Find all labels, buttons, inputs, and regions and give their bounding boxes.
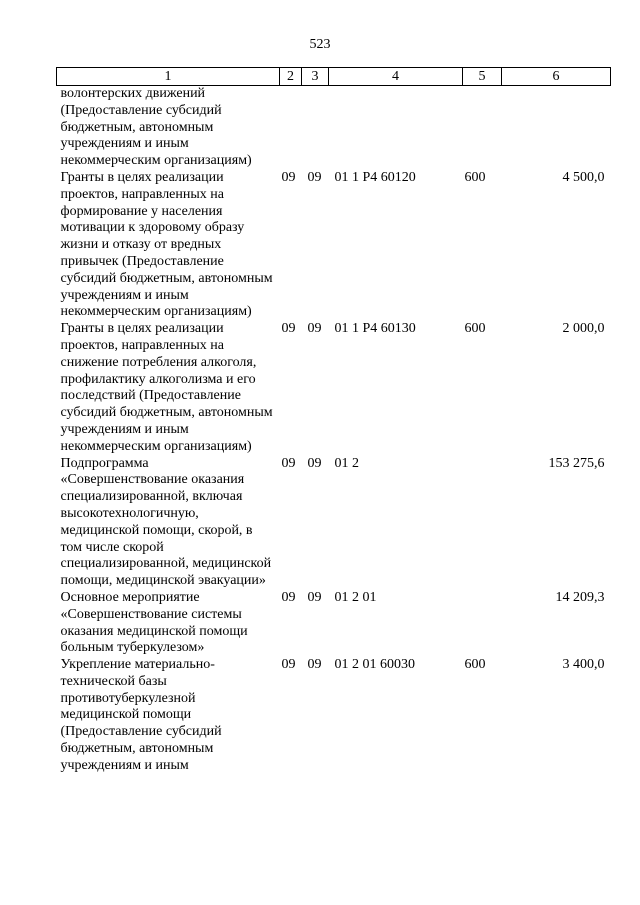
row-target-code: [329, 86, 463, 170]
header-col-3: 3: [302, 68, 329, 86]
row-subsection: 09: [307, 589, 322, 605]
row-subsection: 09: [307, 455, 322, 471]
row-name: Укрепление материально-технической базы противотуберкулезной медицинской помощи (Предоставление субсидий бюджетным, автономным учреждениям и иным: [60, 657, 222, 773]
row-amount: 153 275,6: [548, 455, 605, 471]
row-amount: 14 209,3: [555, 589, 605, 605]
row-amount: 4 500,0: [562, 169, 605, 185]
row-target-code: 01 2 01 60030: [334, 657, 415, 673]
row-name: Гранты в целях реализации проектов, направленных на формирование у населения мотивации к здоровому образу жизни и отказу от вредных привычек (Предоставление субсидий бюджетным, автономным учреждениям и иным некоммерческим организациям): [60, 169, 273, 320]
row-expense-type: 600: [464, 321, 486, 337]
row-amount: 3 400,0: [562, 657, 605, 673]
row-expense-type: [463, 590, 502, 657]
budget-table: [56, 67, 611, 775]
row-amount: [502, 86, 611, 170]
row-name: Подпрограмма «Совершенствование оказания специализированной, включая высокотехнологичную, медицинской помощи, скорой, в том числе скорой специализированной, медицинской помощи, медицинской эвакуации»: [60, 455, 272, 589]
row-subsection: 09: [307, 321, 322, 337]
row-section: [280, 86, 302, 170]
table-row: [57, 86, 611, 170]
row-name: Гранты в целях реализации проектов, направленных на снижение потребления алкоголя, профилактику алкоголизма и его последствий (Предоставление субсидий бюджетным, автономным учреждениям и иным некоммерческим организациям): [60, 321, 273, 454]
row-target-code: 01 1 Р4 60130: [334, 321, 416, 337]
table-row: [57, 590, 611, 657]
table-header-row: [57, 68, 611, 86]
table-row: [57, 321, 611, 455]
table-row: [57, 456, 611, 590]
header-col-5: 5: [463, 68, 502, 86]
row-subsection: [302, 86, 329, 170]
row-expense-type: [463, 456, 502, 590]
row-expense-type: 600: [464, 169, 486, 185]
row-section: 09: [281, 657, 296, 673]
header-col-1: 1: [57, 68, 280, 86]
row-amount: 2 000,0: [562, 321, 605, 337]
row-target-code: 01 2 01: [334, 589, 377, 605]
row-expense-type: [463, 86, 502, 170]
row-target-code: 01 1 Р4 60120: [334, 169, 416, 185]
row-name: волонтерских движений (Предоставление субсидий бюджетным, автономным учреждениям и иным некоммерческим организациям): [60, 86, 252, 169]
row-subsection: 09: [307, 169, 322, 185]
header-col-4: 4: [329, 68, 463, 86]
row-section: 09: [281, 589, 296, 605]
page-number: 523: [309, 37, 331, 52]
table-row: [57, 170, 611, 321]
row-name: Основное мероприятие «Совершенствование системы оказания медицинской помощи больным туберкулезом»: [60, 589, 248, 656]
row-target-code: 01 2: [334, 455, 359, 471]
header-col-6: 6: [502, 68, 611, 86]
row-subsection: 09: [307, 657, 322, 673]
row-section: 09: [281, 321, 296, 337]
header-col-2: 2: [280, 68, 302, 86]
table-row: [57, 657, 611, 775]
row-expense-type: 600: [464, 657, 486, 673]
row-section: 09: [281, 169, 296, 185]
row-section: 09: [281, 455, 296, 471]
